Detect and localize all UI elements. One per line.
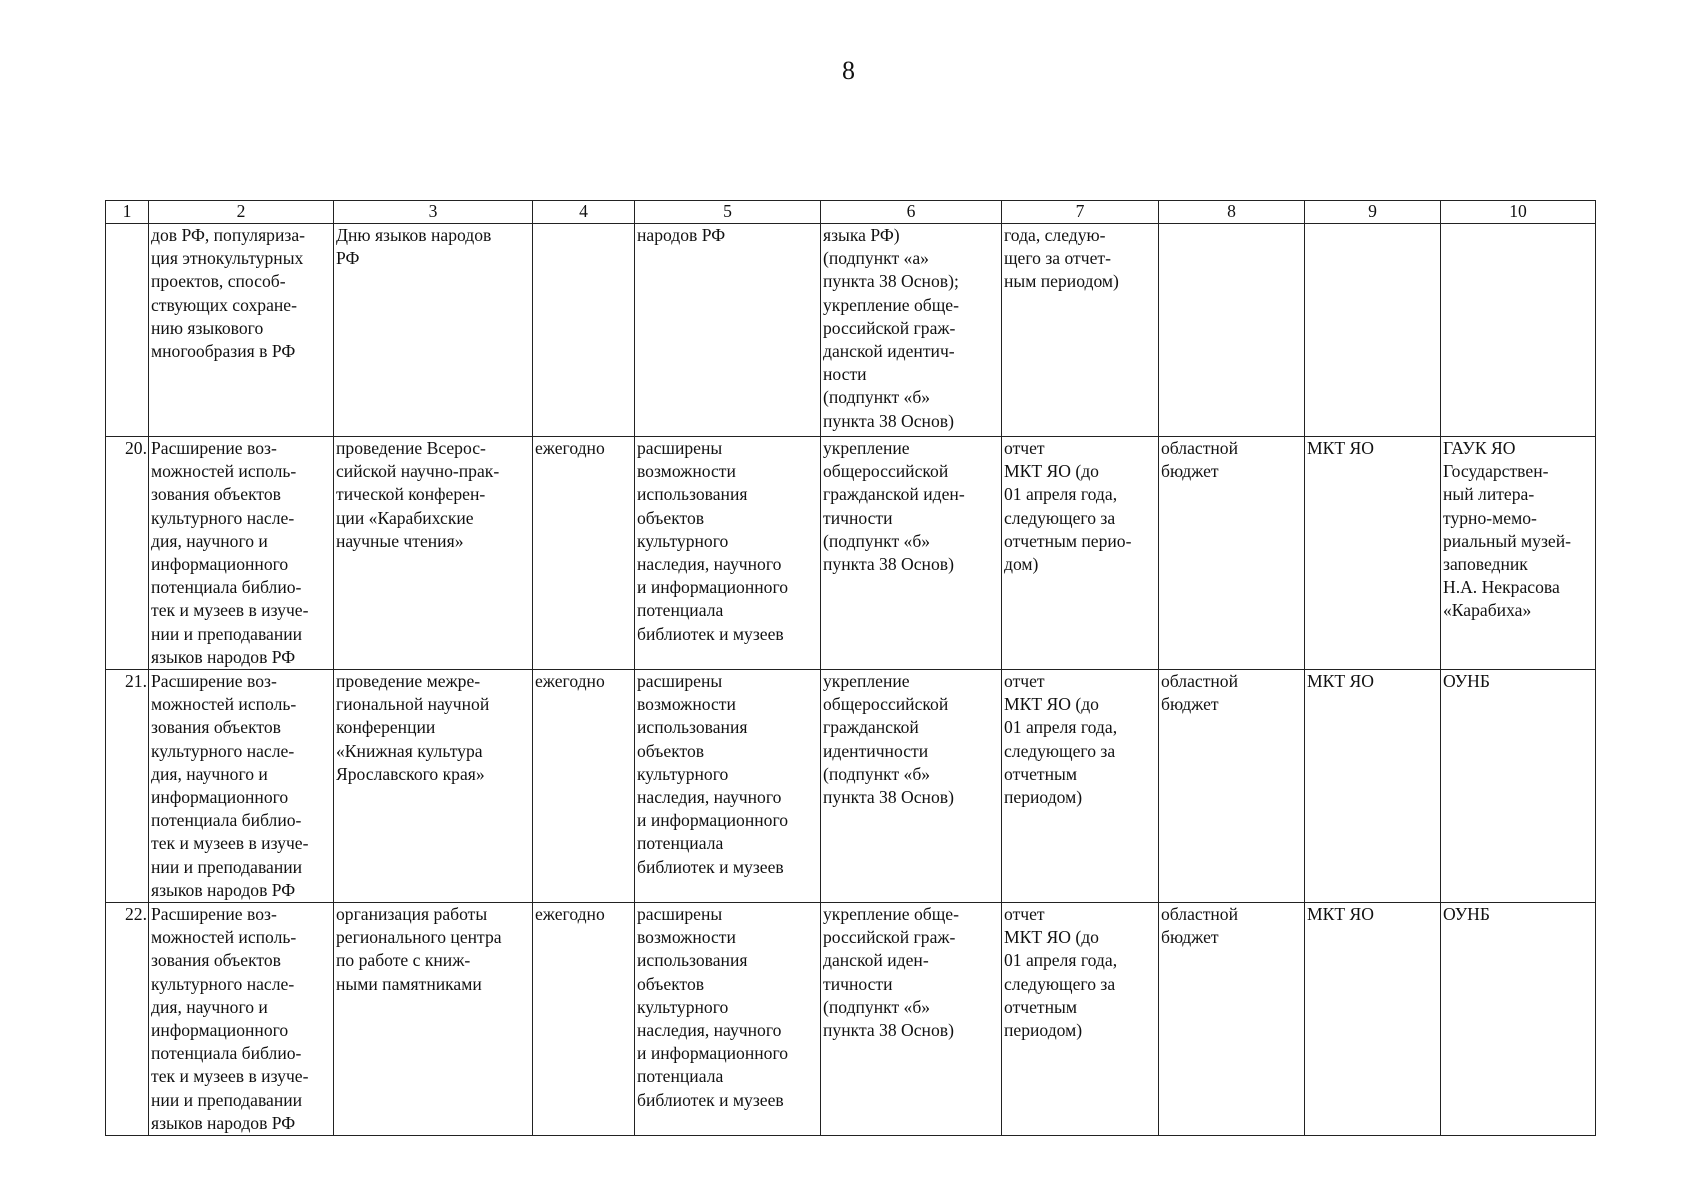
table-header-row <box>106 201 1596 224</box>
report-cell: отчет МКТ ЯО (до 01 апреля года, следующего за отчетным периодом) <box>1002 903 1159 1136</box>
table-row <box>106 670 1596 903</box>
event-cell: проведение Всерос- сийской научно-прак- тической конферен- ции «Карабихские научные чтения» <box>334 437 533 670</box>
column-header: 7 <box>1002 201 1159 224</box>
coexecutor-cell <box>1441 224 1596 437</box>
source-cell <box>1159 224 1305 437</box>
result-cell: расширены возможности использования объектов культурного наследия, научного и информационного потенциала библиотек и музеев <box>635 670 821 903</box>
event-cell: проведение межре- гиональной научной конференции «Книжная культура Ярославского края» <box>334 670 533 903</box>
row-number: 21. <box>106 670 149 903</box>
column-header: 10 <box>1441 201 1596 224</box>
source-cell: областной бюджет <box>1159 903 1305 1136</box>
task-cell: Расширение воз- можностей исполь- зования объектов культурного насле- дия, научного и информационного потенциала библио- тек и музеев в изуче- нии и преподавании языков народов РФ <box>149 437 334 670</box>
plan-table <box>105 200 1596 1136</box>
event-cell: Дню языков народов РФ <box>334 224 533 437</box>
period-cell: ежегодно <box>533 903 635 1136</box>
report-cell: года, следую- щего за отчет- ным периодом) <box>1002 224 1159 437</box>
column-header: 2 <box>149 201 334 224</box>
result-cell: народов РФ <box>635 224 821 437</box>
goal-cell: языка РФ) (подпункт «а» пункта 38 Основ); укрепление обще- российской граж- данской идентич- ности (подпункт «б» пункта 38 Основ) <box>821 224 1002 437</box>
column-header: 9 <box>1305 201 1441 224</box>
column-header: 4 <box>533 201 635 224</box>
result-cell: расширены возможности использования объектов культурного наследия, научного и информационного потенциала библиотек и музеев <box>635 903 821 1136</box>
result-cell: расширены возможности использования объектов культурного наследия, научного и информационного потенциала библиотек и музеев <box>635 437 821 670</box>
column-header: 3 <box>334 201 533 224</box>
task-cell: Расширение воз- можностей исполь- зования объектов культурного насле- дия, научного и информационного потенциала библио- тек и музеев в изуче- нии и преподавании языков народов РФ <box>149 670 334 903</box>
table-row <box>106 437 1596 670</box>
table-row <box>106 224 1596 437</box>
executor-cell <box>1305 224 1441 437</box>
goal-cell: укрепление общероссийской гражданской иден- тичности (подпункт «б» пункта 38 Основ) <box>821 437 1002 670</box>
source-cell: областной бюджет <box>1159 437 1305 670</box>
column-header: 8 <box>1159 201 1305 224</box>
executor-cell: МКТ ЯО <box>1305 437 1441 670</box>
page-number: 8 <box>842 56 855 85</box>
row-number: 20. <box>106 437 149 670</box>
period-cell <box>533 224 635 437</box>
report-cell: отчет МКТ ЯО (до 01 апреля года, следующего за отчетным периодом) <box>1002 670 1159 903</box>
coexecutor-cell: ОУНБ <box>1441 670 1596 903</box>
column-header: 1 <box>106 201 149 224</box>
column-header: 5 <box>635 201 821 224</box>
source-cell: областной бюджет <box>1159 670 1305 903</box>
goal-cell: укрепление общероссийской гражданской идентичности (подпункт «б» пункта 38 Основ) <box>821 670 1002 903</box>
row-number: 22. <box>106 903 149 1136</box>
coexecutor-cell: ГАУК ЯО Государствен- ный литера- турно-мемо- риальный музей- заповедник Н.А. Некрасова «Карабиха» <box>1441 437 1596 670</box>
task-cell: Расширение воз- можностей исполь- зования объектов культурного насле- дия, научного и информационного потенциала библио- тек и музеев в изуче- нии и преподавании языков народов РФ <box>149 903 334 1136</box>
event-cell: организация работы регионального центра по работе с книж- ными памятниками <box>334 903 533 1136</box>
period-cell: ежегодно <box>533 670 635 903</box>
column-header: 6 <box>821 201 1002 224</box>
task-cell: дов РФ, популяриза- ция этнокультурных проектов, способ- ствующих сохране- нию языкового многообразия в РФ <box>149 224 334 437</box>
report-cell: отчет МКТ ЯО (до 01 апреля года, следующего за отчетным перио- дом) <box>1002 437 1159 670</box>
coexecutor-cell: ОУНБ <box>1441 903 1596 1136</box>
executor-cell: МКТ ЯО <box>1305 670 1441 903</box>
table-row <box>106 903 1596 1136</box>
goal-cell: укрепление обще- российской граж- данской иден- тичности (подпункт «б» пункта 38 Основ) <box>821 903 1002 1136</box>
period-cell: ежегодно <box>533 437 635 670</box>
row-number <box>106 224 149 437</box>
executor-cell: МКТ ЯО <box>1305 903 1441 1136</box>
